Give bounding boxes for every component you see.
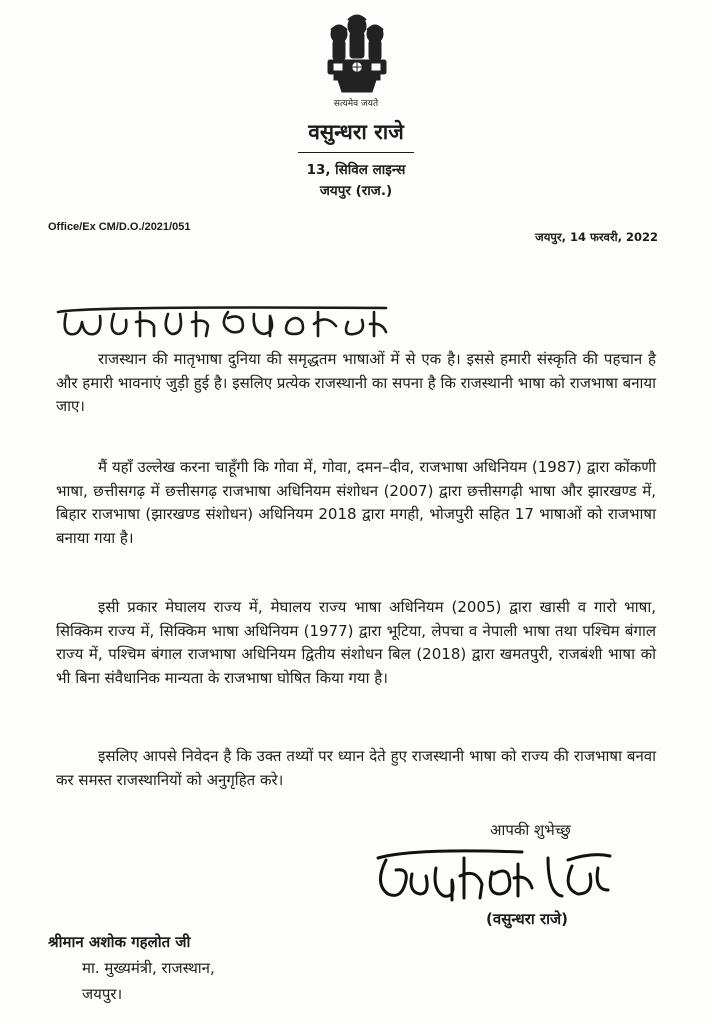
letterhead-address-line2: जयपुर (राज.) bbox=[319, 183, 393, 199]
body-paragraph-2: मैं यहाँ उल्लेख करना चाहूँगी कि गोवा में, गोवा, दमन–दीव, राजभाषा अधिनियम (1987) द्वारा कोंकणी भाषा, छत्तीसगढ़ में छत्तीसगढ़ राजभाषा अधिनियम संशोधन (2007) द्वारा छत्तीसगढ़ी भाषा और झारखण्ड में, बिहार राजभाषा (झारखण्ड संशोधन) अधिनियम 2018 द्वारा मगही, भोजपुरी सहित 17 भाषाओं को राजभाषा बनाया गया है। bbox=[56, 458, 656, 547]
reference-number: Office/Ex CM/D.O./2021/051 bbox=[48, 221, 191, 233]
recipient-city: जयपुर। bbox=[82, 985, 123, 1003]
letterhead-name: वसुन्धरा राजे bbox=[308, 120, 404, 144]
handwritten-signature bbox=[372, 844, 616, 912]
emblem-motto: सत्यमेव जयते bbox=[333, 99, 379, 109]
letter-date: जयपुर, 14 फरवरी, 2022 bbox=[535, 230, 658, 244]
body-paragraph-3: इसी प्रकार मेघालय राज्य में, मेघालय राज्य भाषा अधिनियम (2005) द्वारा खासी व गारो भाषा, सिक्किम राज्य में, सिक्किम भाषा अधिनियम (1977) द्वारा भूटिया, लेपचा व नेपाली भाषा तथा पश्चिम बंगाल राज्य में, पश्चिम बंगाल राजभाषा अधिनियम द्वितीय संशोधन बिल (2018) द्वारा खमतपुरी, राजबंशी भाषा को भी बिना संवैधानिक मान्यता के राजभाषा घोषित किया गया है। bbox=[56, 598, 656, 687]
handwritten-salutation bbox=[56, 292, 396, 348]
closing-line: आपकी शुभेच्छु bbox=[490, 821, 571, 839]
signer-name: (वसुन्धरा राजे) bbox=[486, 910, 568, 928]
recipient-designation: मा. मुख्यमंत्री, राजस्थान, bbox=[82, 959, 215, 977]
letterhead-divider bbox=[298, 152, 414, 153]
body-paragraph-1: राजस्थान की मातृभाषा दुनिया की समृद्धतम भाषाओं में से एक है। इससे हमारी संस्कृति की पहचान है और हमारी भावनाएं जुड़ी हुई है। इसलिए प्रत्येक राजस्थानी का सपना है कि राजस्थानी भाषा को राजभाषा बनाया जाए। bbox=[56, 350, 656, 415]
ashoka-emblem-icon bbox=[320, 12, 394, 98]
letterhead-address-line1: 13, सिविल लाइन्स bbox=[306, 162, 406, 178]
recipient-name: श्रीमान अशोक गहलोत जी bbox=[48, 933, 191, 951]
body-paragraph-4: इसलिए आपसे निवेदन है कि उक्त तथ्यों पर ध्यान देते हुए राजस्थानी भाषा को राज्य की राजभाषा बनवा कर समस्त राजस्थानियों को अनुगृहित करे। bbox=[56, 747, 656, 789]
